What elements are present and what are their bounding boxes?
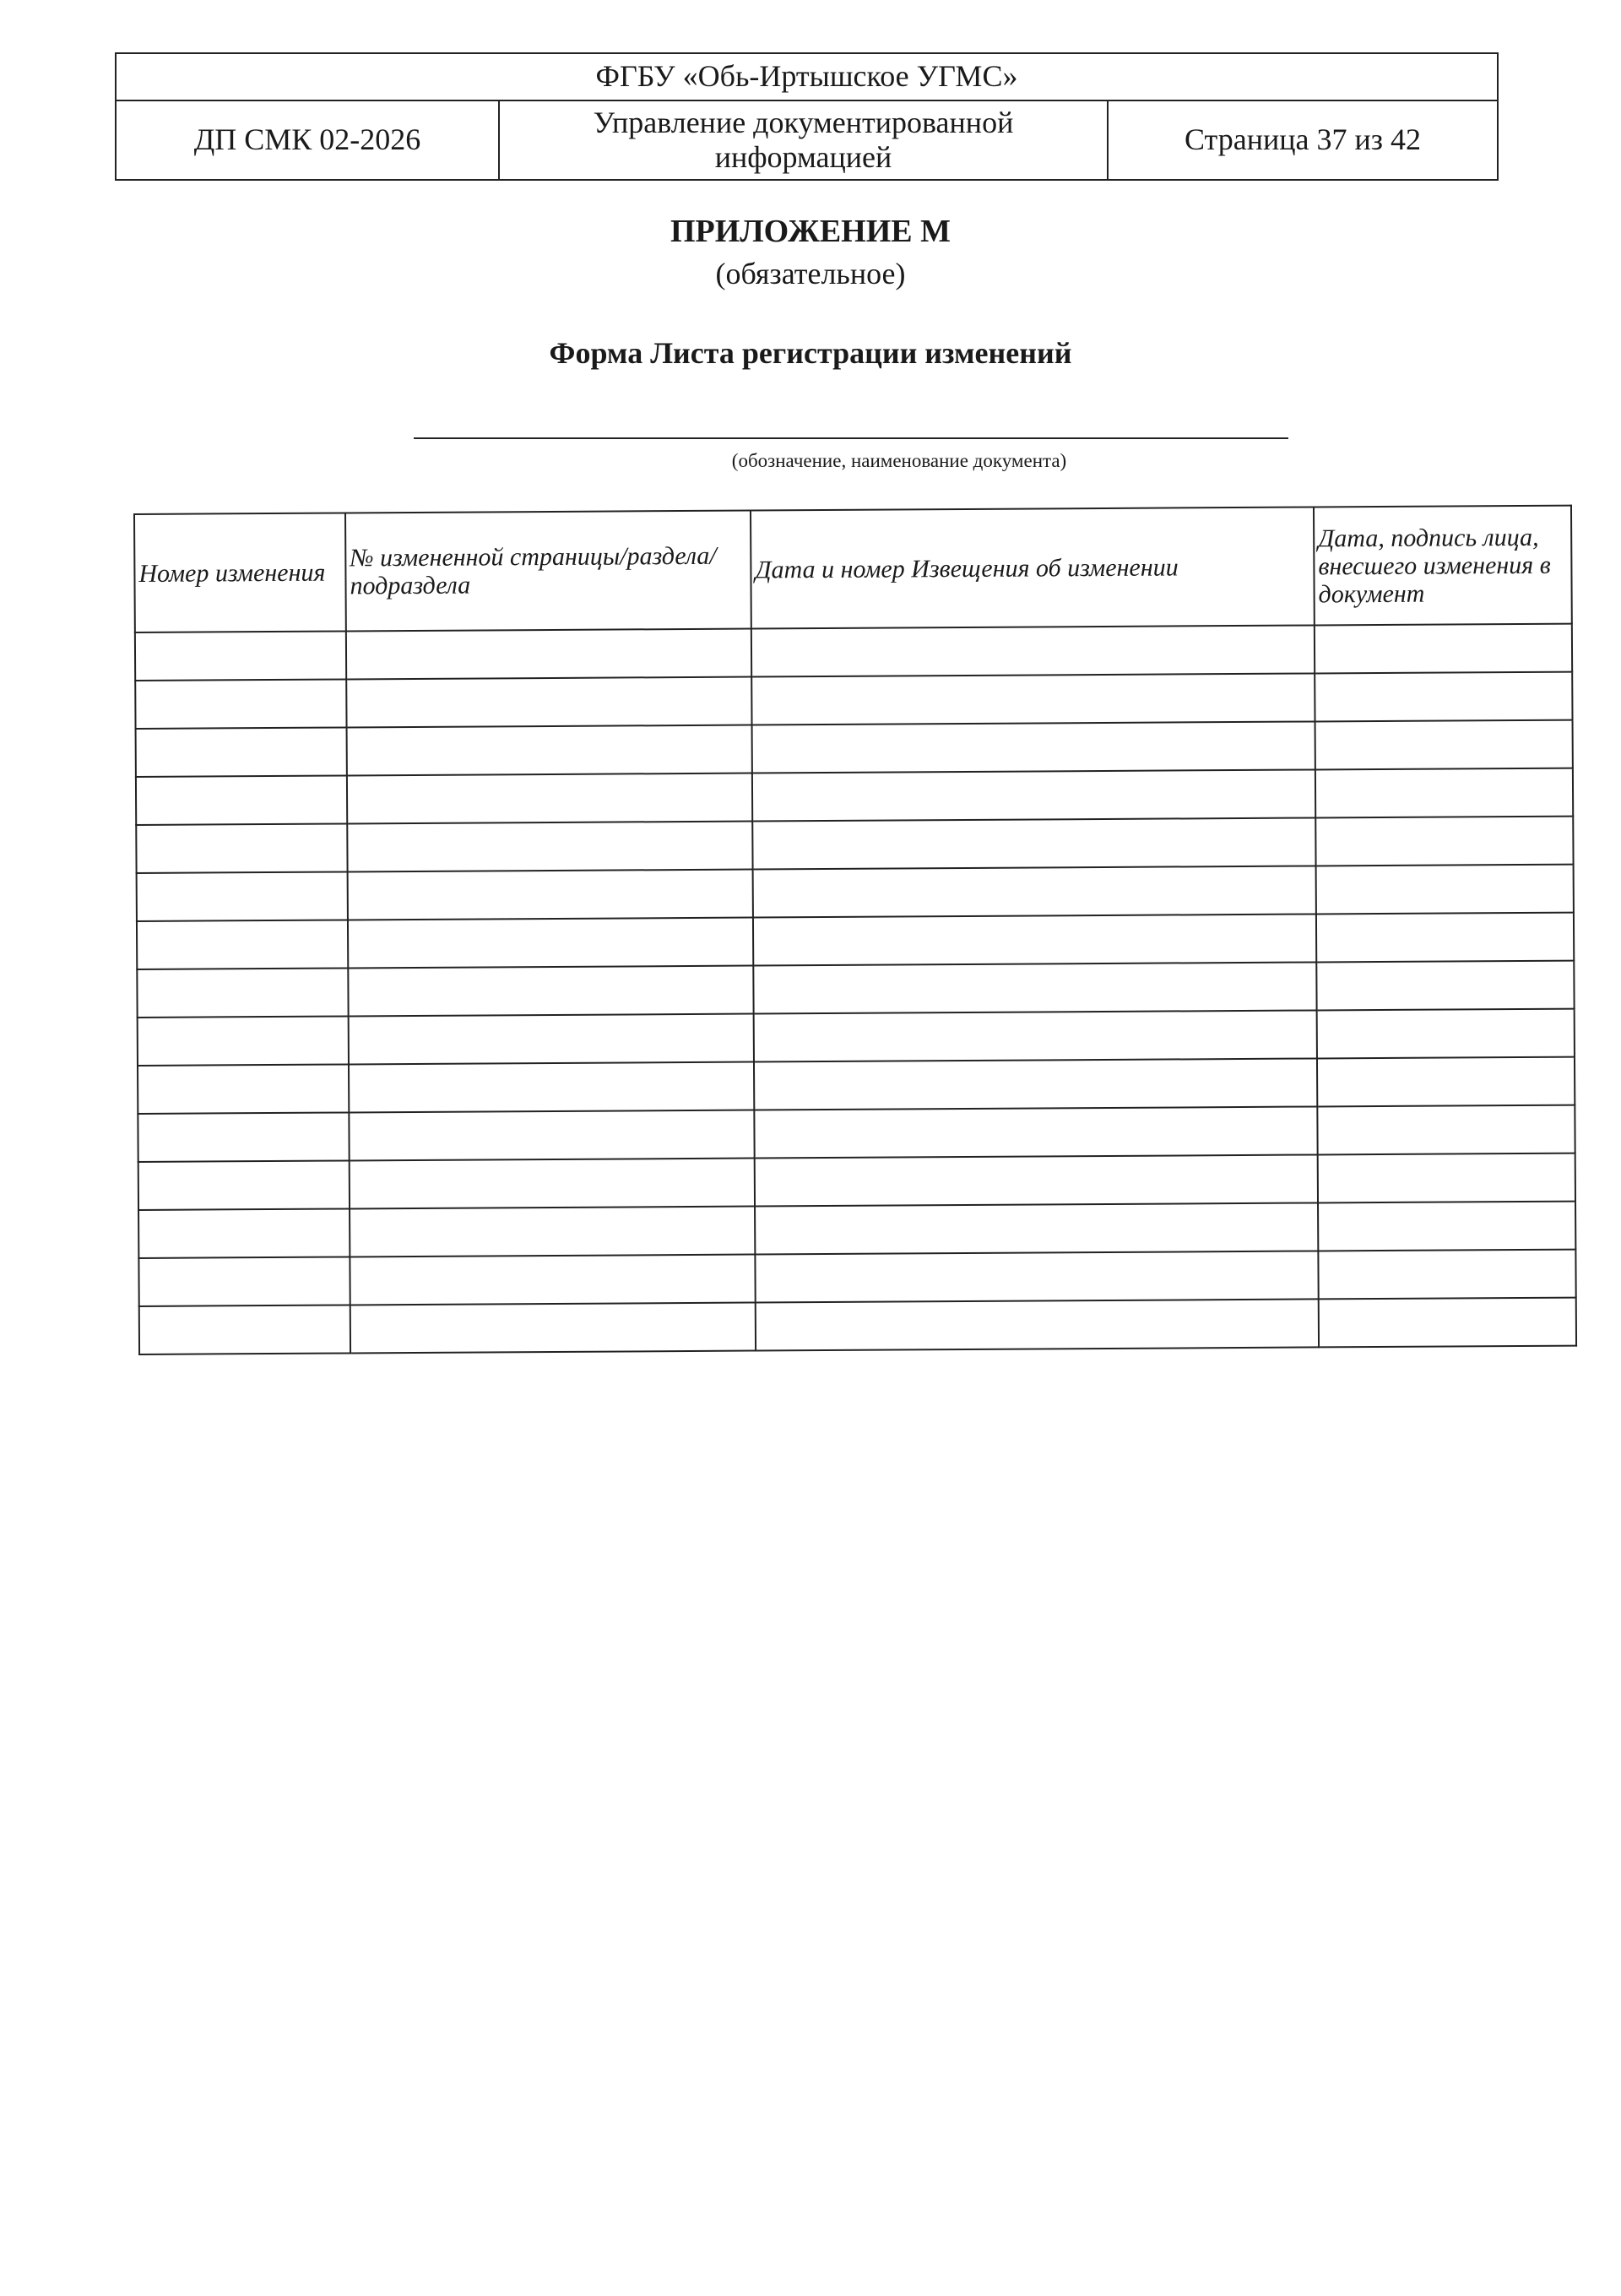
table-row [136, 817, 1573, 873]
table-cell [138, 1112, 349, 1162]
table-cell [752, 721, 1315, 773]
column-header-change-number: Номер изменения [134, 513, 346, 632]
table-row [135, 672, 1572, 729]
table-cell [138, 1257, 350, 1306]
column-header-changed-page: № измененной страницы/раздела/подраздела [345, 511, 751, 632]
table-cell [136, 727, 347, 777]
table-cell [138, 1016, 349, 1066]
table-cell [1316, 961, 1574, 1011]
table-cell [347, 822, 752, 872]
table-cell [753, 962, 1316, 1013]
table-cell [138, 1064, 349, 1114]
table-row [138, 1153, 1575, 1210]
table-cell [753, 866, 1316, 917]
table-cell [754, 1058, 1317, 1110]
table-cell [756, 1299, 1319, 1350]
table-cell [137, 871, 348, 921]
table-cell [348, 870, 753, 920]
table-cell [752, 769, 1315, 821]
table-cell [138, 1160, 350, 1210]
organization-name: ФГБУ «Обь-Иртышское УГМС» [116, 53, 1498, 100]
table-row [139, 1298, 1576, 1354]
change-registration-table [133, 505, 1577, 1355]
table-cell [1318, 1202, 1575, 1251]
table-cell [1315, 672, 1572, 722]
table-cell [349, 1014, 754, 1065]
table-cell [1315, 817, 1573, 866]
table-row [137, 913, 1574, 969]
table-header-row [134, 506, 1572, 632]
designation-line [414, 437, 1288, 439]
table-row [138, 1105, 1575, 1162]
table-cell [346, 677, 751, 728]
table-cell [1315, 720, 1573, 770]
table-cell [136, 823, 347, 873]
table-cell [137, 968, 348, 1018]
table-cell [349, 1062, 754, 1113]
document-title: Управление документированной информацией [499, 100, 1108, 180]
column-header-signature: Дата, подпись лица, внесшего изменения в документ [1314, 506, 1572, 626]
table-row [138, 1009, 1575, 1066]
page-number: Страница 37 из 42 [1108, 100, 1498, 180]
table-cell [347, 725, 752, 776]
table-cell [754, 1106, 1317, 1158]
table-cell [1317, 1057, 1575, 1107]
table-row [138, 1250, 1575, 1306]
appendix-subtitle: (обязательное) [715, 257, 906, 290]
table-cell [135, 631, 346, 681]
table-cell [346, 629, 751, 680]
table-cell [1315, 768, 1573, 818]
table-cell [751, 673, 1315, 725]
table-cell [1316, 865, 1574, 915]
table-row [136, 720, 1573, 777]
table-cell [347, 773, 752, 824]
table-cell [1317, 1009, 1575, 1059]
table-row [138, 1202, 1575, 1258]
column-header-notice: Дата и номер Извещения об изменении [751, 507, 1315, 628]
table-cell [753, 914, 1316, 965]
table-cell [348, 966, 753, 1017]
table-cell [1317, 1105, 1575, 1155]
table-row [137, 961, 1574, 1018]
table-body [135, 624, 1576, 1354]
table-cell [752, 817, 1315, 869]
designation-caption: (обозначение, наименование документа) [731, 450, 1067, 471]
table-cell [139, 1305, 350, 1354]
table-row [136, 768, 1573, 825]
table-cell [755, 1202, 1318, 1254]
table-cell [350, 1207, 755, 1257]
table-cell [1318, 1250, 1575, 1300]
table-cell [1319, 1298, 1576, 1348]
table-cell [348, 918, 753, 969]
table-cell [1316, 913, 1574, 963]
table-row [135, 624, 1572, 681]
table-row [138, 1057, 1575, 1114]
table-cell [751, 625, 1315, 676]
table-cell [350, 1159, 755, 1209]
document-header [115, 52, 1499, 181]
table-cell [754, 1010, 1317, 1061]
table-cell [349, 1110, 754, 1161]
table-cell [135, 679, 346, 729]
table-cell [755, 1251, 1318, 1302]
table-cell [755, 1154, 1318, 1206]
table-cell [350, 1255, 755, 1305]
table-row [137, 865, 1574, 921]
document-code: ДП СМК 02-2026 [116, 100, 499, 180]
form-title: Форма Листа регистрации изменений [549, 336, 1072, 370]
table-cell [1315, 624, 1572, 674]
table-cell [136, 775, 347, 825]
table-cell [138, 1208, 350, 1258]
table-cell [1318, 1153, 1575, 1203]
table-cell [350, 1303, 756, 1354]
table-cell [137, 920, 348, 969]
appendix-title: ПРИЛОЖЕНИЕ М [670, 214, 951, 249]
